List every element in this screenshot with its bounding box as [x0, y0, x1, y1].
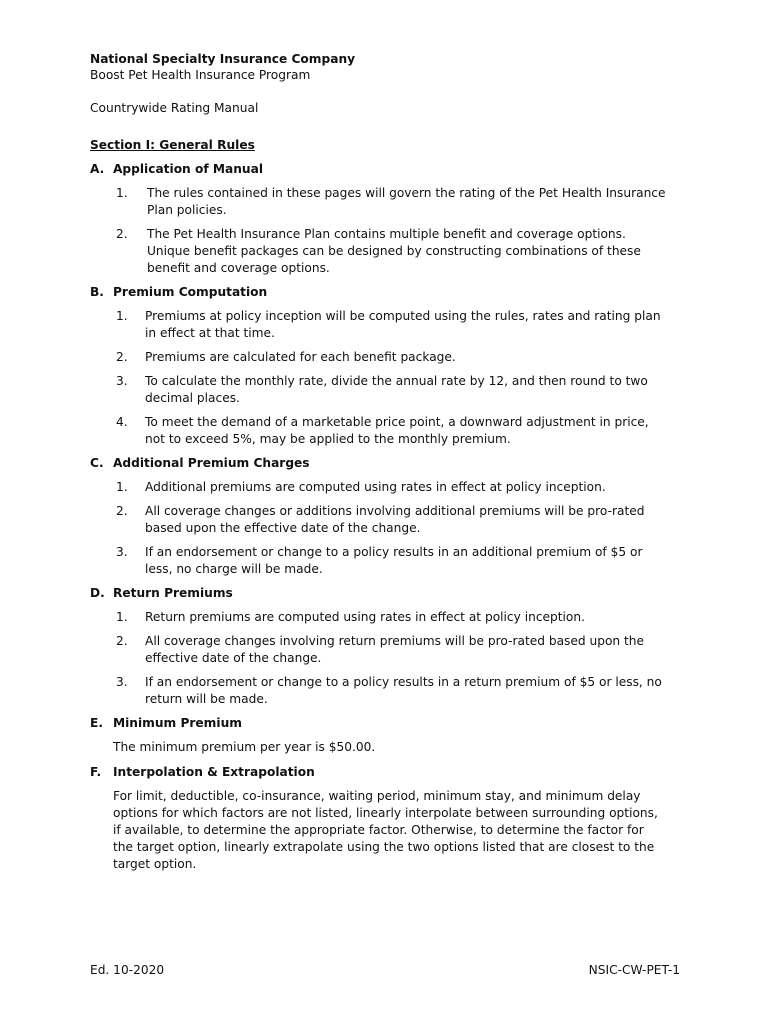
list-item-text: Return premiums are computed using rates in effect at policy inception. — [145, 610, 585, 624]
list-item-number: 2. — [116, 350, 128, 364]
footer-form-id: NSIC-CW-PET-1 — [588, 963, 680, 977]
subsection-e-letter: E. — [90, 716, 103, 730]
list-item-text: To calculate the monthly rate, divide the annual rate by 12, and then round to two — [145, 374, 648, 388]
list-item-text: If an endorsement or change to a policy results in an additional premium of $5 or — [145, 545, 643, 559]
list-item-text: To meet the demand of a marketable price point, a downward adjustment in price, — [145, 415, 649, 429]
list-item-text: Premiums are calculated for each benefit package. — [145, 350, 456, 364]
subsection-a-letter: A. — [90, 162, 105, 176]
subsection-d-title: Return Premiums — [113, 586, 233, 600]
list-item-text: based upon the effective date of the change. — [145, 521, 421, 535]
section-title: Section I: General Rules — [90, 138, 255, 152]
manual-title: Countrywide Rating Manual — [90, 101, 259, 115]
list-item-number: 2. — [116, 504, 128, 518]
subsection-b-letter: B. — [90, 285, 104, 299]
list-item-number: 4. — [116, 415, 128, 429]
list-item-text: If an endorsement or change to a policy results in a return premium of $5 or less, no — [145, 675, 662, 689]
list-item-number: 3. — [116, 374, 128, 388]
list-item-number: 2. — [116, 227, 128, 241]
list-item-text: less, no charge will be made. — [145, 562, 323, 576]
paragraph-line: if available, to determine the appropriate factor. Otherwise, to determine the factor for — [113, 823, 644, 837]
subsection-c-title: Additional Premium Charges — [113, 456, 310, 470]
list-item-text: effective date of the change. — [145, 651, 322, 665]
list-item-text: decimal places. — [145, 391, 240, 405]
subsection-b-title: Premium Computation — [113, 285, 268, 299]
subsection-f-title: Interpolation & Extrapolation — [113, 765, 315, 779]
subsection-f-letter: F. — [90, 765, 102, 779]
subsection-d-letter: D. — [90, 586, 105, 600]
list-item-text: All coverage changes or additions involving additional premiums will be pro-rated — [145, 504, 645, 518]
list-item-text: The Pet Health Insurance Plan contains multiple benefit and coverage options. — [147, 227, 626, 241]
footer-edition: Ed. 10-2020 — [90, 963, 165, 977]
list-item-number: 1. — [116, 186, 128, 200]
list-item-text: Unique benefit packages can be designed by constructing combinations of these — [147, 244, 641, 258]
company-name: National Specialty Insurance Company — [90, 52, 356, 66]
list-item-text: Additional premiums are computed using rates in effect at policy inception. — [145, 480, 606, 494]
list-item-number: 3. — [116, 545, 128, 559]
subsection-a-title: Application of Manual — [113, 162, 264, 176]
list-item-text: Plan policies. — [147, 203, 227, 217]
list-item-number: 2. — [116, 634, 128, 648]
paragraph-line: For limit, deductible, co-insurance, waiting period, minimum stay, and minimum delay — [113, 789, 641, 803]
list-item-text: All coverage changes involving return premiums will be pro-rated based upon the — [145, 634, 645, 648]
list-item-text: in effect at that time. — [145, 326, 275, 340]
list-item-number: 1. — [116, 309, 128, 323]
subsection-c-letter: C. — [90, 456, 104, 470]
list-item-text: benefit and coverage options. — [147, 261, 330, 275]
list-item-number: 1. — [116, 610, 128, 624]
subsection-e-title: Minimum Premium — [113, 716, 242, 730]
paragraph-line: the target option, linearly extrapolate using the two options listed that are closest to the — [113, 840, 655, 854]
paragraph-line: The minimum premium per year is $50.00. — [113, 740, 376, 754]
program-name: Boost Pet Health Insurance Program — [90, 68, 311, 82]
list-item-text: Premiums at policy inception will be computed using the rules, rates and rating plan — [145, 309, 661, 323]
list-item-text: The rules contained in these pages will govern the rating of the Pet Health Insurance — [147, 186, 666, 200]
list-item-number: 3. — [116, 675, 128, 689]
list-item-number: 1. — [116, 480, 128, 494]
list-item-text: return will be made. — [145, 692, 268, 706]
list-item-text: not to exceed 5%, may be applied to the monthly premium. — [145, 432, 511, 446]
paragraph-line: target option. — [113, 857, 197, 871]
paragraph-line: options for which factors are not listed, linearly interpolate between surrounding options, — [113, 806, 658, 820]
